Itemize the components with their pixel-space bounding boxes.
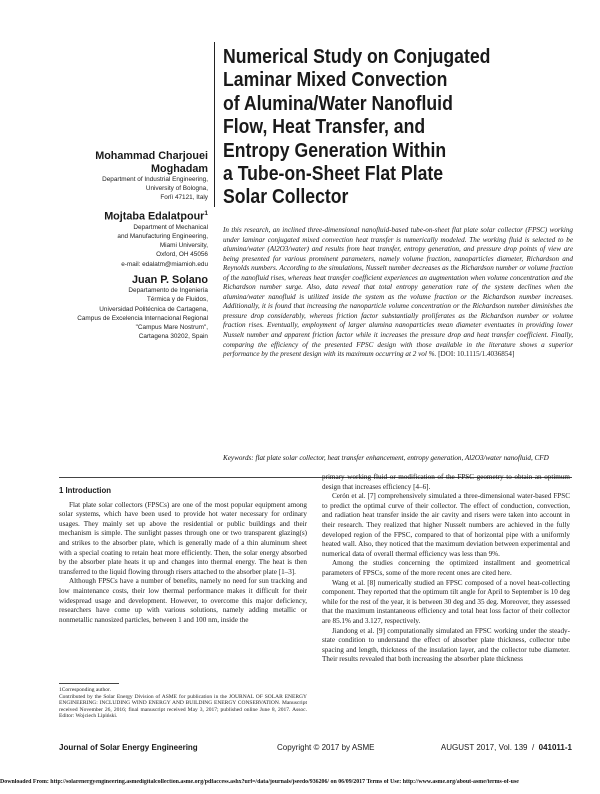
footer-issue: AUGUST 2017, Vol. 139 / 041011-1 bbox=[440, 743, 572, 752]
body-paragraph: Wang et al. [8] numerically studied an FPSC composed of a novel heat-collecting component. They reported that the optimum tilt angle for April to September is 10 deg while for the rest of the year, it is between 30 deg and 35 deg. Moreover, they assessed that the maximum instantaneous efficiency and total heat loss factor of their collector are 85.1% and 3.127, respectively. bbox=[322, 578, 570, 625]
footer-copyright: Copyright © 2017 by ASME bbox=[277, 743, 375, 752]
corresponding-marker: 1 bbox=[204, 209, 208, 217]
affiliation-line: Térmica y de Fluidos, bbox=[146, 296, 208, 304]
affiliation-line: Departamento de Ingeniería bbox=[128, 287, 208, 295]
page-footer bbox=[59, 743, 572, 755]
author-3 bbox=[8, 274, 208, 342]
body-paragraph: Cerón et al. [7] comprehensively simulated a three-dimensional water-based FPSC to predict the optimal curve of their collector. The effect of conduction, convection, and radiation heat transfer inside the air cavity and risers were taken into account in their research. They realized that higher Nusselt numbers are achieved in the fully developed region of the FPSC, compared to that of horizontal pipe with a uniformly heated wall. Also, they noticed that the maximum deviation between experimental and numerical data of overall thermal efficiency was less than 9%. bbox=[322, 492, 570, 558]
footer-volume: AUGUST 2017, Vol. 139 bbox=[440, 743, 528, 752]
affiliation-line: and Manufacturing Engineering, bbox=[117, 232, 208, 240]
title-line: of Alumina/Water Nanofluid bbox=[223, 91, 453, 115]
footer-page-number: 041011-1 bbox=[538, 743, 572, 752]
paper-title bbox=[223, 45, 533, 209]
abstract-text: In this research, an inclined three-dimensional nanofluid-based tube-on-sheet flat plate solar collector (FPSC) working under laminar conjugated mixed convection heat transfer is numerically modeled. The working fluid is selected to be alumina/water (Al2O3/water) and results from heat transfer, entropy generation, and pressure drop points of view are being presented for various prominent parameters, namely volume fraction, nanoparticles diameter, Richardson and Reynolds numbers. According to the simulations, Nusselt number decreases as the Richardson number or volume fraction of the nanofluid rises, whereas heat transfer coefficient experiences an augmentation when volume concentration and the Richardson number surge. Also, data reveal that total entropy generation rate of the system declines when the alumina/water nanofluid is utilized inside the system as the volume fraction or the Richardson number increases. Additionally, it is found that increasing the nanoparticle volume concentration or the Richardson number diminishes the pressure drop considerably, whereas friction factor substantially proliferates as the Richardson number or volume fraction rises. Eventually, employment of larger alumina nanoparticles mean diameter eventuates in providing lower Nusselt number and apparent friction factor while it increases the pressure drop and heat transfer coefficient. Finally, comparing the efficiency of the presented FPSC design with those available in the literature shows a superior performance by the present design with its maximum occurring at 2 vol %. bbox=[223, 226, 573, 359]
body-paragraph: Jiandong et al. [9] computationally simulated an FPSC working under the steady-state condition to understand the effect of absorber plate thickness, collector tube spacing and length, thickness of the insulation layer, and the collector tube diameter. Their results revealed that both increasing the absorber plate thickness bbox=[322, 626, 570, 664]
body-column-right bbox=[322, 473, 570, 665]
body-paragraph: primary working fluid or modification of the FPSC geometry to obtain an optimum design that increases efficiency [4–6]. bbox=[322, 473, 570, 491]
affiliation-line: Department of Mechanical bbox=[133, 223, 208, 231]
title-line: Solar Collector bbox=[223, 185, 349, 209]
footnote-corresponding: 1Corresponding author. bbox=[59, 687, 111, 693]
title-line: Entropy Generation Within bbox=[223, 138, 447, 162]
body-paragraph: Flat plate solar collectors (FPSCs) are one of the most popular equipment among solar systems, which have been used to provide hot water necessary for ordinary usages. They mainly set up above the residential or public buildings and their mechanism is simple. The sunlight passes through one or two transparent glazing(s) and strikes to the absorber plate, which is generally made of a thin aluminum sheet with a special coating to retain heat more efficiently. Then, the solar energy absorbed by the absorber plate heats it up and changes into thermal energy. The heat is then transferred to the liquid flowing through risers attached to the absorber plate [1–3]. bbox=[59, 500, 307, 576]
section-heading: 1 Introduction bbox=[59, 486, 111, 495]
title-line: a Tube-on-Sheet Flat Plate bbox=[223, 162, 444, 186]
author-1 bbox=[8, 150, 208, 203]
author-email[interactable]: e-mail: edalatm@miamioh.edu bbox=[121, 260, 208, 268]
abstract bbox=[223, 226, 573, 360]
author-name: Mohammad Charjouei bbox=[95, 150, 208, 162]
download-notice: Downloaded From: http://solarenergyengineering.asmedigitalcollection.asme.org/pdfaccess.ashx?url=/data/journals/jseedo/936206/ on 06/09/2017 Terms of Use: http://www.asme.org/about-asme/terms-of-use bbox=[0, 779, 519, 785]
title-line: Laminar Mixed Convection bbox=[223, 68, 448, 92]
footer-journal: Journal of Solar Energy Engineering bbox=[59, 743, 198, 752]
footnote-contributed: Contributed by the Solar Energy Division of ASME for publication in the JOURNAL OF SOLAR ENERGY ENGINEERING: INCLUDING WIND ENERGY AND BUILDING ENERGY CONSERVATION. Manuscript received November 26, 2016; final manuscript received May 3, 2017; published online June 8, 2017. Assoc. Editor: Wojciech Lipiński. bbox=[59, 693, 307, 720]
affiliation-line: Miami University, bbox=[159, 242, 208, 250]
body-paragraph: Although FPSCs have a number of benefits, namely no need for sun tracking and low maintenance costs, their low thermal performance makes it difficult for their widespread usage and development. However, to overcome this major deficiency, researchers have come up with various solutions, namely adding metallic or nonmetallic nanosized particles, between 1 and 100 nm, inside the bbox=[59, 577, 307, 624]
title-divider bbox=[214, 42, 215, 207]
title-line: Flow, Heat Transfer, and bbox=[223, 115, 426, 139]
keywords bbox=[223, 454, 573, 464]
author-name-text: Mojtaba Edalatpour bbox=[104, 210, 205, 223]
affiliation-line: Cartagena 30202, Spain bbox=[138, 333, 208, 341]
author-name-line2: Moghadam bbox=[151, 162, 208, 175]
author-2 bbox=[8, 208, 208, 269]
affiliation-line: Universidad Politécnica de Cartagena, bbox=[99, 305, 208, 313]
affiliation-line: Forlì 47121, Italy bbox=[160, 194, 208, 202]
affiliation-line: University of Bologna, bbox=[145, 185, 208, 193]
body-column-left bbox=[59, 486, 307, 625]
doi-link[interactable]: [DOI: 10.1115/1.4036854] bbox=[438, 350, 515, 359]
keywords-label: Keywords: bbox=[223, 454, 254, 462]
title-line: Numerical Study on Conjugated bbox=[223, 45, 491, 68]
footnote-divider bbox=[59, 683, 119, 684]
keywords-text: flat plate solar collector, heat transfer enhancement, entropy generation, Al2O3/water nanofluid, CFD bbox=[255, 454, 549, 462]
affiliation-line: Department of Industrial Engineering, bbox=[102, 176, 208, 183]
body-paragraph: Among the studies concerning the optimized installment and geometrical parameters of FPSCs, some of the more recent ones are cited here. bbox=[322, 559, 570, 577]
author-list bbox=[8, 150, 208, 346]
affiliation-line: Campus de Excelencia Internacional Regional bbox=[77, 314, 208, 322]
affiliation-line: "Campus Mare Nostrum", bbox=[135, 324, 208, 332]
affiliation-line: Oxford, OH 45056 bbox=[156, 251, 208, 259]
author-name bbox=[8, 208, 208, 223]
footnotes bbox=[59, 687, 307, 720]
author-name: Juan P. Solano bbox=[132, 273, 208, 286]
